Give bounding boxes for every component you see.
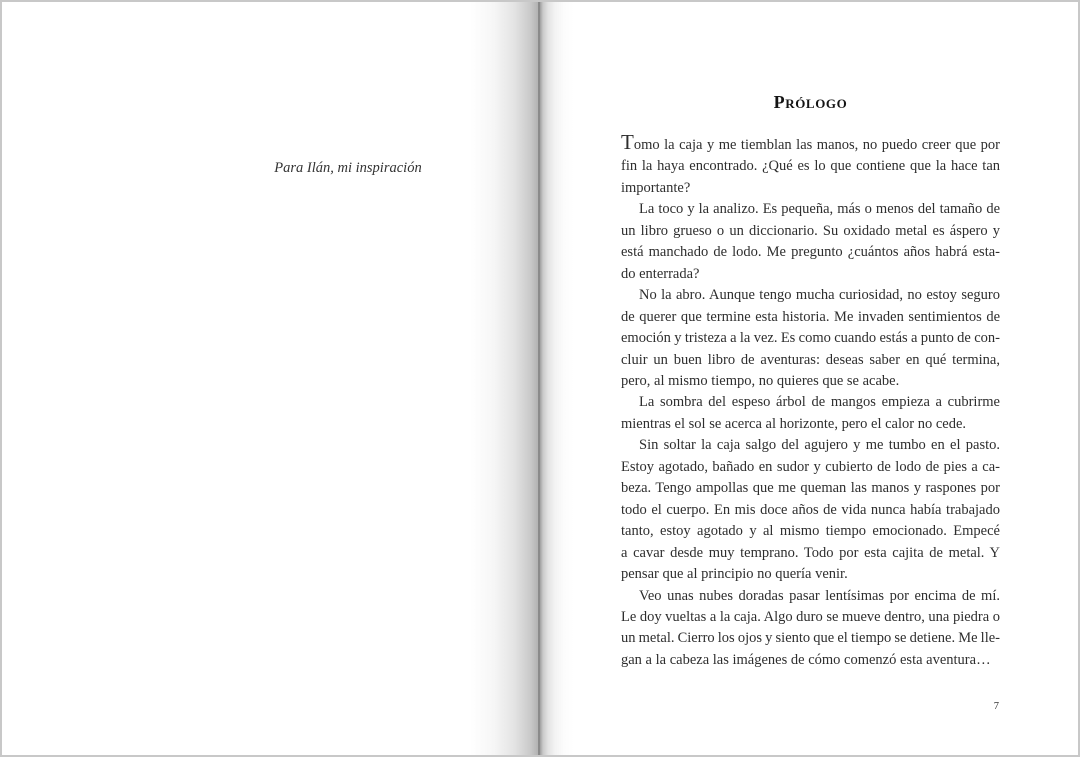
paragraph <box>621 199 1000 285</box>
text-line <box>621 130 1000 156</box>
paragraph <box>621 435 1000 585</box>
line-text: mientras el sol se acerca al horizonte, pero el calor no cede. <box>621 415 967 432</box>
line-text: todo el cuerpo. En mis doce años de vida nunca había trabajado <box>621 501 1000 518</box>
line-text: Veo unas nubes doradas pasar lentísimas por encima de mí. <box>639 587 1000 604</box>
line-text: Estoy agotado, bañado en sudor y cubierto de lodo de pies a ca- <box>621 458 1000 475</box>
line-text: La sombra del espeso árbol de mangos empieza a cubrirme <box>639 394 1000 411</box>
line-text: do enterrada? <box>621 265 700 282</box>
text-line <box>621 178 1000 199</box>
text-line <box>621 478 1000 499</box>
text-line <box>621 543 1000 564</box>
left-page[interactable] <box>2 2 538 755</box>
text-line <box>621 156 1000 177</box>
text-line <box>621 199 1000 220</box>
dedication: Para Ilán, mi inspiración <box>274 160 422 176</box>
text-line <box>621 586 1000 607</box>
line-text: Tomo la caja y me tiemblan las manos, no puedo creer que por <box>621 130 1000 154</box>
line-text: de querer que termine esta historia. Me invaden sentimientos de <box>621 308 1000 325</box>
prologue-body <box>621 130 1000 671</box>
text-line <box>621 607 1000 628</box>
line-text: La toco y la analizo. Es pequeña, más o menos del tamaño de <box>639 201 1000 218</box>
text-line <box>621 264 1000 285</box>
line-text: tanto, estoy agotado y al mismo tiempo emocionado. Empecé <box>621 523 1000 540</box>
paragraph <box>621 130 1000 199</box>
paragraph <box>621 586 1000 672</box>
text-line <box>621 435 1000 456</box>
line-text: un libro grueso o un diccionario. Su oxidado metal es áspero y <box>621 222 1000 239</box>
paragraph <box>621 392 1000 435</box>
line-text: está manchado de lodo. Me pregunto ¿cuántos años habrá esta- <box>621 244 1000 261</box>
text-line <box>621 328 1000 349</box>
text-line <box>621 221 1000 242</box>
text-line <box>621 307 1000 328</box>
line-text: Le doy vueltas a la caja. Algo duro se mueve dentro, una piedra o <box>621 608 1000 625</box>
line-text: No la abro. Aunque tengo mucha curiosidad, no estoy seguro <box>639 287 1000 304</box>
page-number: 7 <box>993 701 999 712</box>
text-line <box>621 628 1000 649</box>
text-line <box>621 350 1000 371</box>
text-line <box>621 457 1000 478</box>
paragraph <box>621 285 1000 392</box>
text-line <box>621 285 1000 306</box>
text-line <box>621 521 1000 542</box>
line-text: un metal. Cierro los ojos y siento que el tiempo se detiene. Me lle- <box>621 630 1000 647</box>
chapter-title: Prólogo <box>773 92 848 112</box>
line-text: pensar que al principio no quería venir. <box>621 566 848 583</box>
line-text: pero, al mismo tiempo, no quieres que se acabe. <box>621 372 900 389</box>
line-text: a cavar desde muy temprano. Todo por esta cajita de metal. Y <box>621 544 1000 561</box>
line-text: Sin soltar la caja salgo del agujero y me tumbo en el pasto. <box>639 437 1000 454</box>
text-line <box>621 564 1000 585</box>
text-line <box>621 371 1000 392</box>
text-line <box>621 414 1000 435</box>
line-text: importante? <box>621 179 691 196</box>
line-text: cluir un buen libro de aventuras: deseas saber en qué termina, <box>621 351 1000 368</box>
text-line <box>621 500 1000 521</box>
line-text: beza. Tengo ampollas que me queman las manos y raspones por <box>621 480 1000 497</box>
line-text: fin la haya encontrado. ¿Qué es lo que contiene que la hace tan <box>621 158 1000 175</box>
text-line <box>621 242 1000 263</box>
right-page[interactable] <box>540 2 1078 755</box>
line-text: gan a la cabeza las imágenes de cómo comenzó esta aventura… <box>621 651 991 668</box>
text-line <box>621 650 1000 671</box>
initial-letter: T <box>621 130 634 154</box>
line-text: emoción y tristeza a la vez. Es como cuando estás a punto de con- <box>621 330 1000 347</box>
text-line <box>621 392 1000 413</box>
